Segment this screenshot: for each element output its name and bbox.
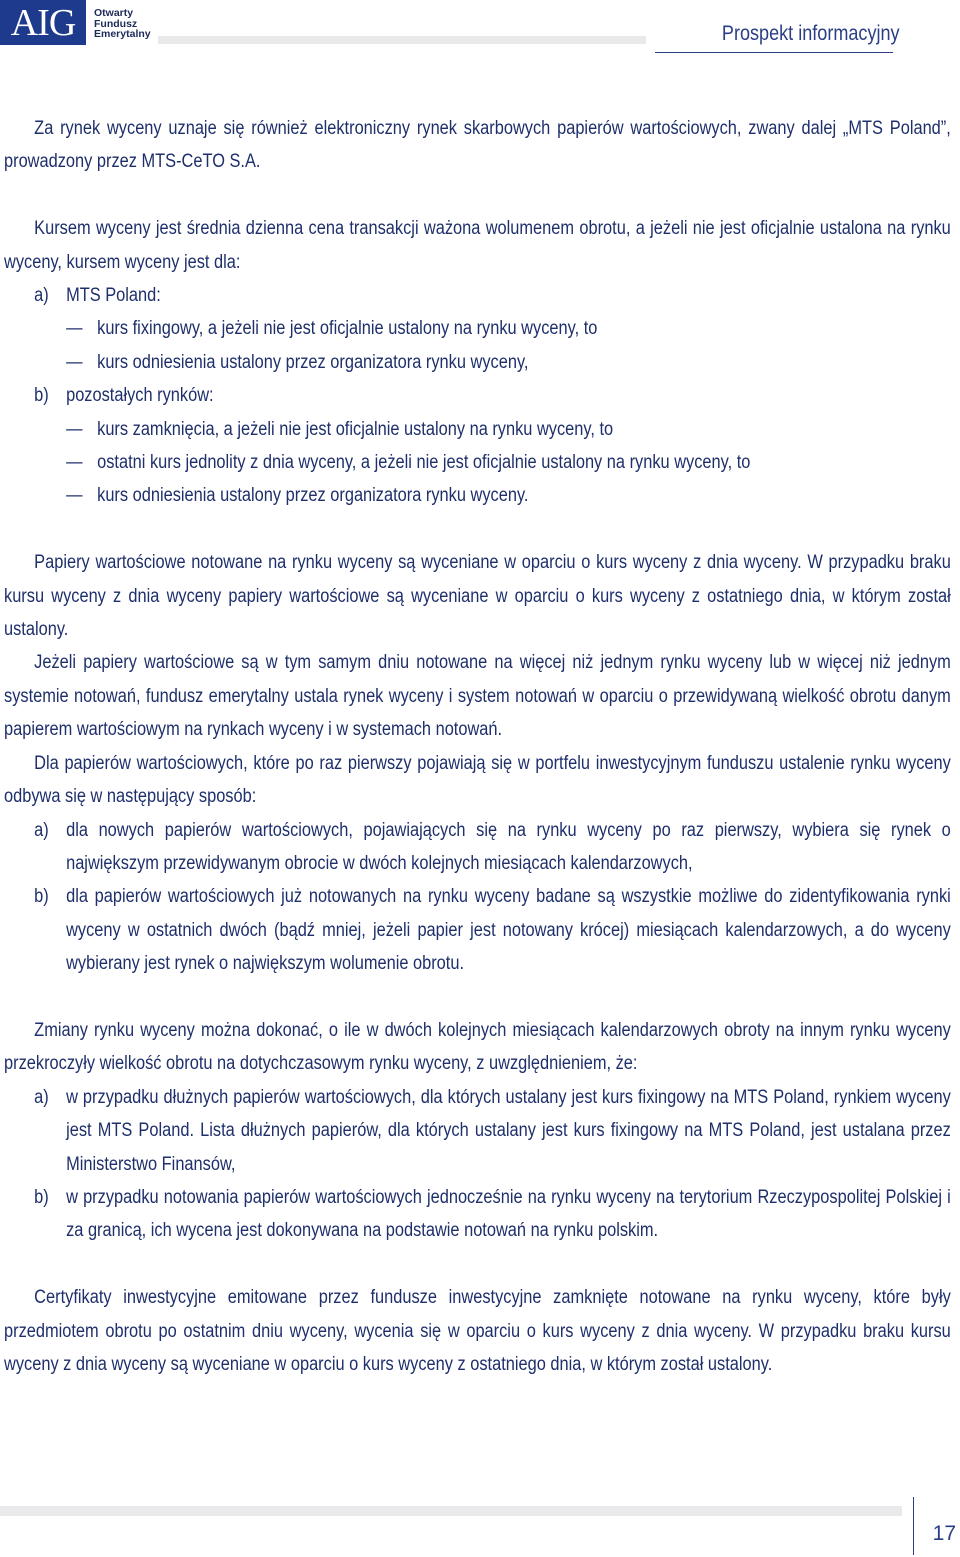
list-text: dla nowych papierów wartościowych, pojawiających się na rynku wyceny po raz pierwszy, wybiera się rynek o największym przewidywanym obrocie w dwóch kolejnych miesiącach kalendarzowych, (66, 819, 951, 874)
paragraph: Dla papierów wartościowych, które po raz pierwszy pojawiają się w portfelu inwestycyjnym funduszu ustalenie rynku wyceny odbywa się w następujący sposób: (4, 752, 951, 808)
paragraph: Certyfikaty inwestycyjne emitowane przez fundusze inwestycyjne zamknięte notowane na rynku wyceny, które były przedmiotem obrotu po ostatnim dniu wyceny, wycenia się w oparciu o kurs wyceny z dnia wyceny. W przypadku braku kursu wyceny z dnia wyceny są wyceniane w oparciu o kurs wyceny z ostatniego dnia, w którym został ustalony. (4, 1287, 951, 1375)
paragraph: Jeżeli papiery wartościowe są w tym samym dniu notowane na więcej niż jednym rynku wyceny lub w więcej niż jednym systemie notowań, fundusz emerytalny ustala rynek wyceny i system notowań w oparciu o przewidywaną wielkość obrotu danym papierem wartościowym na rynkach wyceny i w systemach notowań. (4, 652, 951, 741)
page-number: 17 (932, 1522, 956, 1545)
dash-text: kurs odniesienia ustalony przez organizatora rynku wyceny. (97, 485, 529, 507)
paragraph: Papiery wartościowe notowane na rynku wyceny są wyceniane w oparciu o kurs wyceny z dnia wyceny. W przypadku braku kursu wyceny z dnia wyceny papiery wartościowe są wyceniane w oparciu o kurs wyceny z ostatniego dnia, w którym został ustalony. (4, 552, 951, 641)
list-item (4, 1081, 951, 1181)
paragraph: Zmiany rynku wyceny można dokonać, o ile w dwóch kolejnych miesiącach kalendarzowych obroty na innym rynku wyceny przekroczyły wielkość obrotu na dotychczasowym rynku wyceny, z uwzględnieniem, że: (4, 1019, 951, 1075)
paragraph: Za rynek wyceny uznaje się również elektroniczny rynek skarbowych papierów wartościowych, zwany dalej „MTS Poland”, prowadzony przez MTS-CeTO S.A. (4, 118, 951, 173)
dash-item (4, 413, 951, 446)
logo-line: Emerytalny (94, 28, 151, 40)
dash-item (4, 346, 951, 379)
dash-item (4, 312, 951, 345)
list-marker: b) (34, 1186, 49, 1208)
footer-divider (913, 1497, 914, 1555)
header-decor-bar (158, 36, 646, 44)
list-marker: a) (34, 285, 49, 307)
document-body (4, 112, 951, 1381)
list-marker: b) (34, 886, 49, 908)
dash-text: kurs zamknięcia, a jeżeli nie jest oficjalnie ustalony na rynku wyceny, to (97, 418, 614, 440)
list-marker: a) (34, 819, 49, 841)
list-text: pozostałych rynków: (66, 385, 214, 407)
dash-marker: — (66, 485, 83, 507)
logo-line: Otwarty (94, 7, 134, 19)
dash-text: ostatni kurs jednolity z dnia wyceny, a jeżeli nie jest oficjalnie ustalony na rynku wyceny, to (97, 452, 751, 474)
list-item (4, 279, 951, 312)
aig-logo (0, 0, 86, 45)
logo-mark: AIG (10, 1, 76, 44)
list-text: w przypadku dłużnych papierów wartościowych, dla których ustalany jest kurs fixingowy na MTS Poland, rynkiem wyceny jest MTS Poland. Lista dłużnych papierów, dla których ustalany jest kurs fixingowy na MTS Poland, jest ustalana przez Ministerstwo Finansów, (66, 1086, 951, 1175)
dash-marker: — (66, 318, 83, 340)
dash-item (4, 446, 951, 479)
list-text: dla papierów wartościowych już notowanych na rynku wyceny badane są wszystkie możliwe do zidentyfikowania rynki wyceny w ostatnich dwóch (bądź mniej, jeżeli papier jest notowany krócej) miesiącach kalendarzowych, a do wyceny wybierany jest rynek o największym wolumenie obrotu. (66, 886, 951, 975)
list-marker: b) (34, 385, 49, 407)
dash-marker: — (66, 418, 83, 440)
dash-text: kurs fixingowy, a jeżeli nie jest oficjalnie ustalony na rynku wyceny, to (97, 318, 598, 340)
list-item (4, 1181, 951, 1248)
header-underline (655, 52, 893, 53)
document-title: Prospekt informacyjny (722, 22, 900, 45)
logo-line: Fundusz (94, 17, 138, 30)
logo-text (94, 8, 151, 40)
paragraph: Kursem wyceny jest średnia dzienna cena transakcji ważona wolumenem obrotu, a jeżeli nie jest oficjalnie ustalona na rynku wyceny, kursem wyceny jest dla: (4, 218, 951, 273)
list-marker: a) (34, 1086, 49, 1108)
dash-text: kurs odniesienia ustalony przez organizatora rynku wyceny, (97, 351, 529, 373)
list-item (4, 379, 951, 412)
dash-marker: — (66, 351, 83, 373)
footer-decor-bar (0, 1506, 902, 1516)
list-item (4, 814, 951, 881)
list-text: w przypadku notowania papierów wartościowych jednocześnie na rynku wyceny na terytorium Rzeczypospolitej Polskiej i za granicą, ich wycena jest dokonywana na podstawie notowań na rynku polskim. (66, 1186, 951, 1242)
dash-marker: — (66, 452, 83, 474)
list-text: MTS Poland: (66, 285, 161, 307)
list-item (4, 880, 951, 980)
dash-item (4, 479, 951, 512)
